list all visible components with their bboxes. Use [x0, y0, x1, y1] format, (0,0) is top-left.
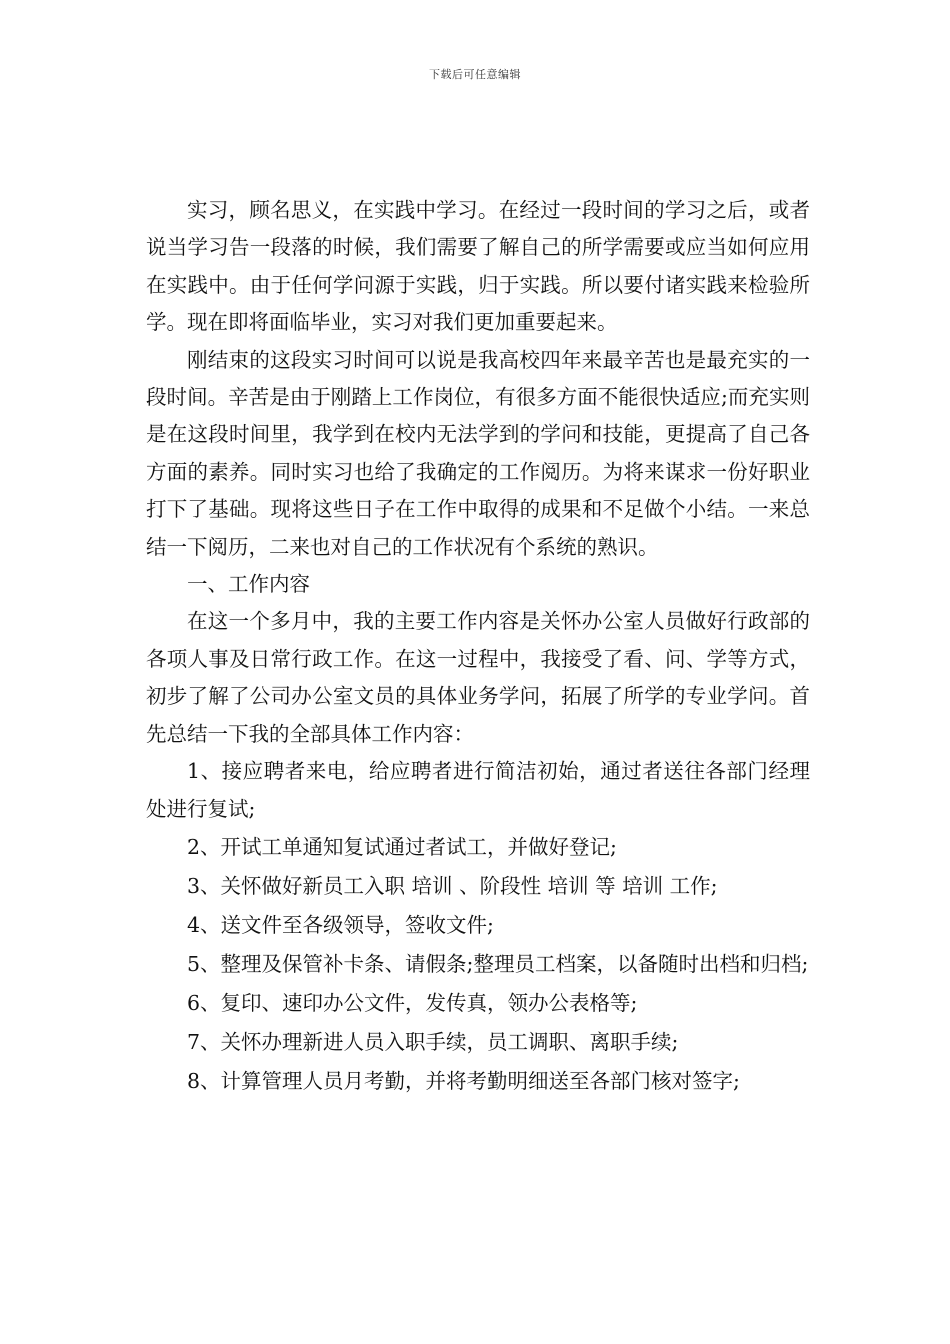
document-body	[146, 192, 810, 1102]
list-item: 8、计算管理人员月考勤，并将考勤明细送至各部门核对签字;	[187, 1068, 740, 1093]
paragraph-summary: 刚结束的这段实习时间可以说是我高校四年来最辛苦也是最充实的一段时间。辛苦是由于刚踏上工作岗位，有很多方面不能很快适应;而充实则是在这段时间里，我学到在校内无法学到的学问和技能，更提高了自己各方面的素养。同时实习也给了我确定的工作阅历。为将来谋求一份好职业打下了基础。现将这些日子在工作中取得的成果和不足做个小结。一来总结一下阅历，二来也对自己的工作状况有个系统的熟识。	[146, 347, 810, 559]
header-note: 下载后可任意编辑	[429, 68, 521, 81]
paragraph-work-content: 在这一个多月中，我的主要工作内容是关怀办公室人员做好行政部的各项人事及日常行政工作。在这一过程中，我接受了看、问、学等方式，初步了解了公司办公室文员的具体业务学问，拓展了所学的专业学问。首先总结一下我的全部具体工作内容：	[146, 609, 810, 746]
paragraph-intro: 实习，顾名思义，在实践中学习。在经过一段时间的学习之后，或者说当学习告一段落的时候，我们需要了解自己的所学需要或应当如何应用在实践中。由于任何学问源于实践，归于实践。所以要付诸实践来检验所学。现在即将面临毕业，实习对我们更加重要起来。	[146, 198, 810, 335]
list-item: 3、关怀做好新员工入职 培训 、阶段性 培训 等 培训 工作;	[187, 874, 718, 899]
list-item: 4、送文件至各级领导，签收文件;	[187, 913, 494, 938]
list-item: 5、整理及保管补卡条、请假条;整理员工档案，以备随时出档和归档;	[187, 952, 809, 977]
list-item: 6、复印、速印办公文件，发传真，领办公表格等;	[187, 991, 638, 1016]
list-item: 2、开试工单通知复试通过者试工，并做好登记;	[187, 835, 617, 860]
list-item: 7、关怀办理新进人员入职手续，员工调职、离职手续;	[187, 1029, 679, 1054]
section-heading: 一、工作内容	[187, 572, 310, 597]
list-item: 1、接应聘者来电，给应聘者进行简洁初始，通过者送往各部门经理处进行复试;	[146, 759, 810, 821]
